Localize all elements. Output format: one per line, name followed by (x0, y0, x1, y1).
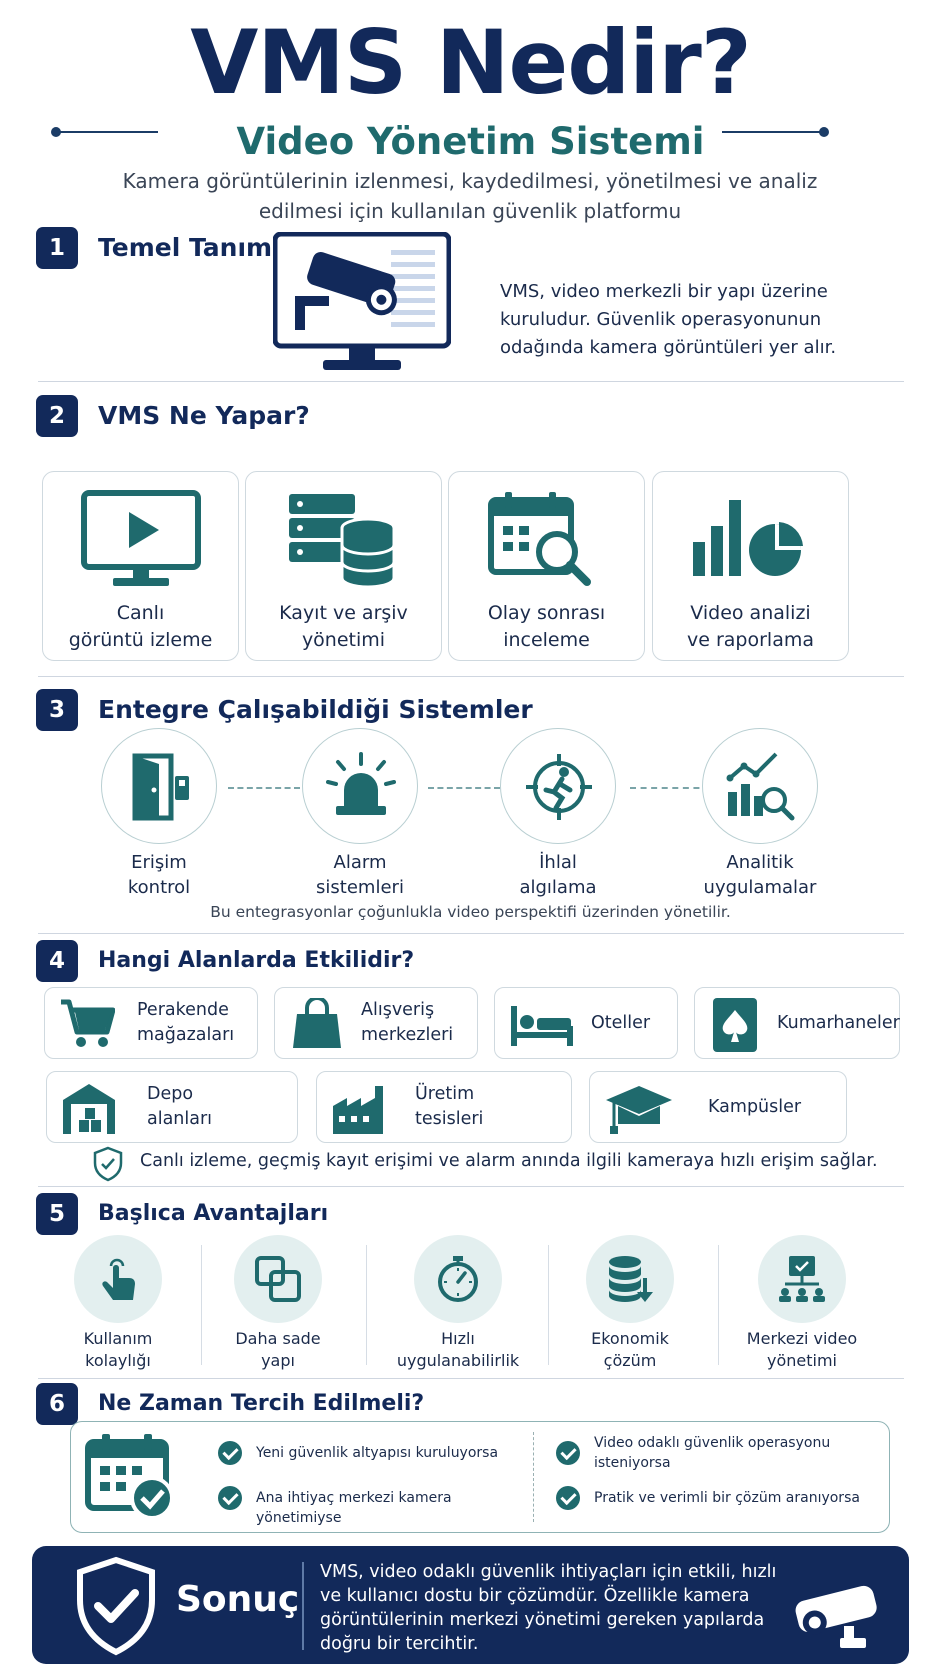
advantage-simpler-structure (234, 1235, 322, 1323)
advantage-label: Merkezi video yönetimi (746, 1329, 858, 1370)
area-campus (589, 1071, 847, 1143)
stopwatch-icon (433, 1254, 483, 1304)
conclusion-title: Sonuç (176, 1579, 300, 1620)
section-title: VMS Ne Yapar? (98, 401, 310, 430)
integration-access-control (101, 728, 217, 844)
area-casinos (694, 987, 900, 1059)
feature-card-label: Canlı görüntü izleme (68, 602, 213, 651)
shopping-bag-icon (289, 998, 345, 1048)
integration-note: Bu entegrasyonlar çoğunlukla video perspektifi üzerinden yönetilir. (210, 903, 731, 921)
integration-label: Alarm sistemleri (316, 852, 404, 898)
section-title: Ne Zaman Tercih Edilmeli? (98, 1391, 425, 1416)
criteria-item: Pratik ve verimli bir çözüm aranıyorsa (594, 1490, 860, 1506)
page-subtitle: Video Yönetim Sistemi (236, 120, 705, 163)
advantage-central-management (758, 1235, 846, 1323)
connector-line (630, 787, 710, 789)
playing-card-icon (709, 998, 765, 1054)
section-number: 6 (36, 1383, 78, 1425)
page-description: Kamera görüntülerinin izlenmesi, kaydedilmesi, yönetilmesi ve analiz edilmesi için kullanılan güvenlik platformu (122, 169, 818, 223)
area-retail (44, 987, 258, 1059)
integration-label: İhlal algılama (519, 852, 597, 898)
feature-card-label: Kayıt ve arşiv yönetimi (279, 602, 408, 651)
connector-line (228, 787, 300, 789)
security-camera-icon (792, 1572, 888, 1656)
area-label: Perakende mağazaları (137, 1000, 235, 1045)
door-access-icon (125, 752, 195, 822)
advantage-label: Ekonomik çözüm (591, 1329, 669, 1370)
graduation-cap-icon (604, 1082, 674, 1136)
area-mall (274, 987, 478, 1059)
check-icon (556, 1441, 580, 1465)
warehouse-icon (61, 1082, 117, 1134)
database-down-icon (605, 1254, 655, 1304)
column-divider (366, 1245, 367, 1365)
advantage-label: Daha sade yapı (235, 1329, 321, 1370)
calendar-check-icon (84, 1432, 180, 1526)
section-number: 3 (36, 689, 78, 731)
advantage-fast-deployment (414, 1235, 502, 1323)
section-divider (38, 676, 904, 677)
area-hotels (494, 987, 678, 1059)
criteria-item: Yeni güvenlik altyapısı kuruluyorsa (256, 1445, 499, 1461)
feature-card-label: Video analizi ve raporlama (687, 602, 814, 651)
section-title: Hangi Alanlarda Etkilidir? (98, 948, 415, 973)
conclusion-divider (302, 1562, 304, 1650)
area-label: Alışveriş merkezleri (361, 1000, 454, 1045)
server-database-icon (284, 490, 404, 590)
criteria-item: Video odaklı güvenlik operasyonu isteniyorsa (594, 1435, 831, 1471)
network-monitor-icon (777, 1254, 827, 1304)
feature-card-live-view (42, 471, 239, 661)
page-title: VMS Nedir? (190, 11, 751, 114)
analytics-chart-icon (726, 752, 796, 822)
monitor-camera-icon (273, 232, 451, 378)
advantage-economic (586, 1235, 674, 1323)
hotel-bed-icon (509, 998, 575, 1048)
shopping-cart-icon (59, 998, 115, 1048)
section-divider (38, 933, 904, 934)
feature-card-post-event (448, 471, 645, 661)
advantage-ease-of-use (74, 1235, 162, 1323)
section-divider (38, 381, 904, 382)
area-warehouse (46, 1071, 298, 1143)
definition-text: VMS, video merkezli bir yapı üzerine kuruludur. Güvenlik operasyonunun odağında kamera görüntüleri yer alır. (500, 281, 837, 358)
check-icon (218, 1486, 242, 1510)
bar-pie-chart-icon (691, 490, 811, 590)
shield-check-icon (92, 1146, 124, 1186)
feature-card-label: Olay sonrası inceleme (487, 602, 606, 651)
check-icon (218, 1441, 242, 1465)
section-title: Başlıca Avantajları (98, 1201, 329, 1226)
overlap-squares-icon (253, 1254, 303, 1304)
advantage-label: Kullanım kolaylığı (83, 1329, 153, 1370)
feature-card-analytics (652, 471, 849, 661)
section-divider (38, 1186, 904, 1187)
area-label: Oteller (591, 1012, 651, 1033)
intrusion-target-icon (524, 752, 594, 822)
connector-line (428, 787, 500, 789)
section-divider (38, 1378, 904, 1379)
integration-analytics (702, 728, 818, 844)
section-number: 4 (36, 940, 78, 982)
hand-tap-icon (93, 1254, 143, 1304)
integration-intrusion (500, 728, 616, 844)
advantage-label: Hızlı uygulanabilirlik (396, 1329, 520, 1370)
column-divider (533, 1432, 534, 1522)
monitor-play-icon (81, 490, 201, 590)
feature-card-record-archive (245, 471, 442, 661)
integration-alarm (302, 728, 418, 844)
area-label: Kumarhaneler (777, 1012, 900, 1033)
criteria-item: Ana ihtiyaç merkezi kamera yönetimiyse (256, 1490, 452, 1526)
shield-check-icon (74, 1556, 158, 1660)
area-label: Üretim tesisleri (415, 1084, 484, 1129)
conclusion-text: VMS, video odaklı güvenlik ihtiyaçları için etkili, hızlı ve kullanıcı dostu bir çözümdür. Özellikle kamera görüntülerinin merkezi yönetimi gereken yapılarda doğru bir tercihtir. (320, 1562, 777, 1654)
integration-label: Erişim kontrol (127, 852, 191, 898)
calendar-search-icon (487, 490, 607, 590)
area-label: Depo alanları (147, 1084, 213, 1129)
section-title: Entegre Çalışabildiği Sistemler (98, 695, 533, 724)
section-number: 2 (36, 395, 78, 437)
check-icon (556, 1486, 580, 1510)
area-label: Kampüsler (708, 1096, 802, 1117)
section-title: Temel Tanım (98, 233, 273, 262)
factory-icon (331, 1082, 391, 1136)
areas-note: Canlı izleme, geçmiş kayıt erişimi ve alarm anında ilgili kameraya hızlı erişim sağlar. (140, 1151, 878, 1171)
section-number: 1 (36, 227, 78, 269)
alarm-siren-icon (326, 752, 396, 822)
integration-label: Analitik uygulamalar (703, 852, 817, 898)
section-number: 5 (36, 1193, 78, 1235)
area-production (316, 1071, 572, 1143)
